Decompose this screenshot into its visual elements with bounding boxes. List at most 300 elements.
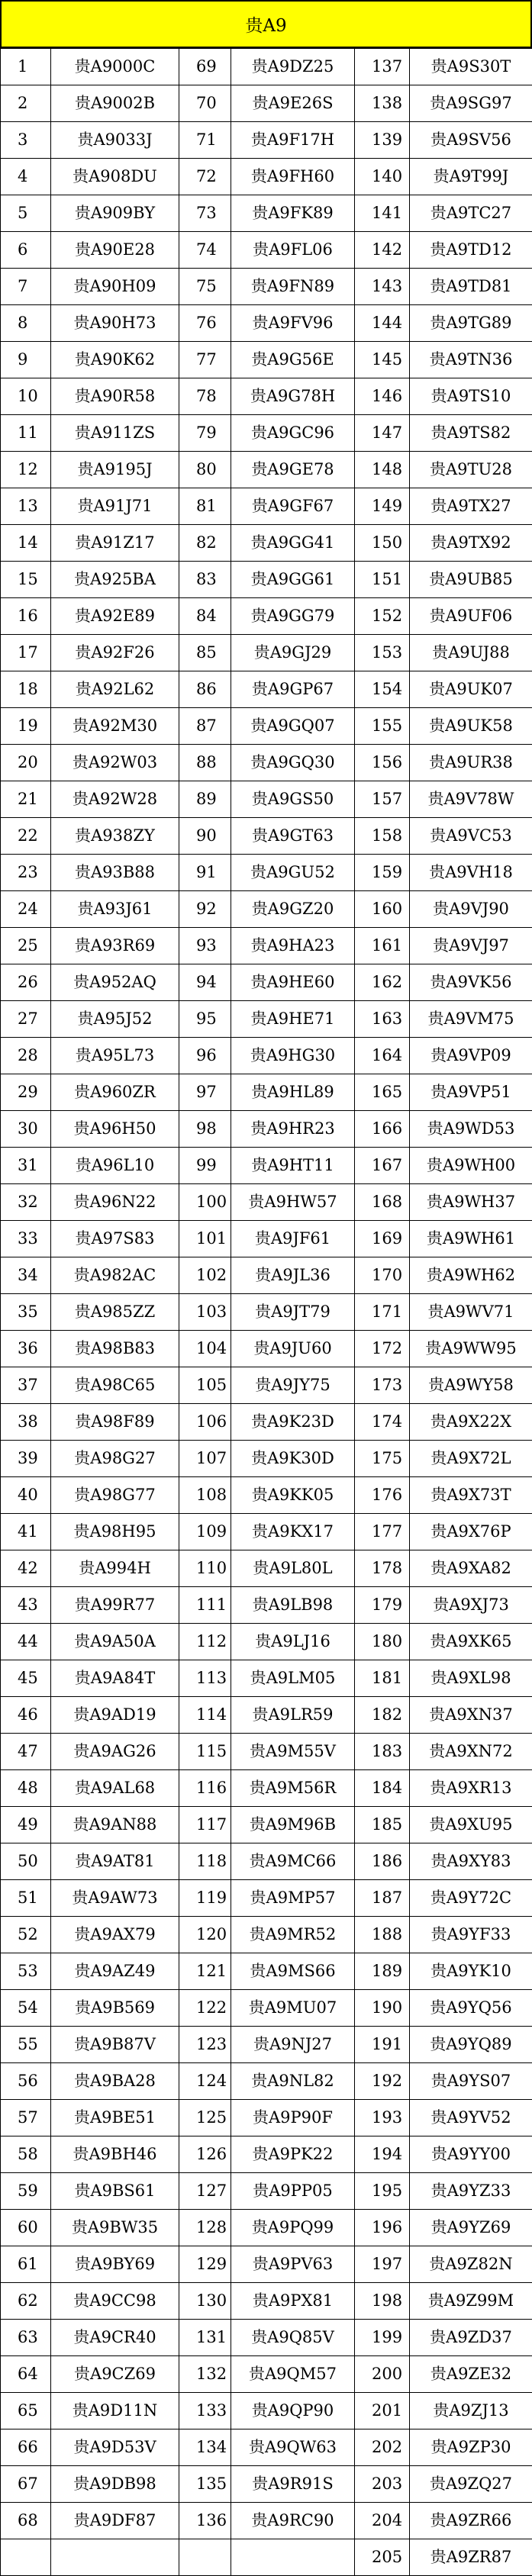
plate-number: 贵A9F17H [231, 122, 355, 159]
plate-number: 贵A91J71 [51, 488, 179, 525]
plate-number: 贵A9GC96 [231, 415, 355, 452]
row-number: 199 [355, 2320, 410, 2356]
row-number: 128 [179, 2210, 231, 2246]
row-number: 76 [179, 305, 231, 342]
table-row [1, 1550, 532, 1587]
row-number: 54 [1, 1990, 51, 2027]
row-number: 167 [355, 1148, 410, 1184]
plate-number: 贵A9XN72 [410, 1734, 532, 1770]
row-number: 65 [1, 2393, 51, 2429]
plate-number [51, 2539, 179, 2576]
table-row [1, 195, 532, 232]
row-number: 74 [179, 232, 231, 269]
plate-number: 贵A9XR13 [410, 1770, 532, 1807]
plate-number: 贵A98B83 [51, 1331, 179, 1367]
plate-number: 贵A92W28 [51, 781, 179, 818]
plate-number: 贵A9VJ97 [410, 928, 532, 964]
row-number: 202 [355, 2429, 410, 2466]
row-number: 39 [1, 1441, 51, 1477]
row-number: 166 [355, 1111, 410, 1148]
row-number: 174 [355, 1404, 410, 1441]
plate-number: 贵A92W03 [51, 745, 179, 781]
row-number: 56 [1, 2063, 51, 2100]
row-number: 32 [1, 1184, 51, 1221]
row-number: 154 [355, 671, 410, 708]
row-number: 120 [179, 1917, 231, 1953]
plate-number: 贵A9E26S [231, 85, 355, 122]
row-number: 6 [1, 232, 51, 269]
row-number: 147 [355, 415, 410, 452]
plate-number: 贵A9MP57 [231, 1880, 355, 1917]
plate-number: 贵A9UR38 [410, 745, 532, 781]
plate-number: 贵A938ZY [51, 818, 179, 855]
row-number: 116 [179, 1770, 231, 1807]
plate-number: 贵A9PP05 [231, 2173, 355, 2210]
table-row [1, 1697, 532, 1734]
row-number: 91 [179, 855, 231, 891]
row-number: 96 [179, 1038, 231, 1074]
row-number: 198 [355, 2283, 410, 2320]
plate-number: 贵A9VP51 [410, 1074, 532, 1111]
row-number: 50 [1, 1843, 51, 1880]
row-number: 1 [1, 49, 51, 85]
row-number: 45 [1, 1660, 51, 1697]
plate-number: 贵A9XU95 [410, 1807, 532, 1843]
row-number: 24 [1, 891, 51, 928]
plate-number: 贵A9Z82N [410, 2246, 532, 2283]
plate-number: 贵A9L80L [231, 1550, 355, 1587]
plate-number: 贵A9JY75 [231, 1367, 355, 1404]
row-number: 55 [1, 2027, 51, 2063]
row-number: 133 [179, 2393, 231, 2429]
row-number: 193 [355, 2100, 410, 2136]
plate-number: 贵A9HL89 [231, 1074, 355, 1111]
row-number: 112 [179, 1624, 231, 1660]
plate-number: 贵A9SG97 [410, 85, 532, 122]
plate-number: 贵A9K30D [231, 1441, 355, 1477]
plate-number: 贵A92M30 [51, 708, 179, 745]
row-number: 25 [1, 928, 51, 964]
row-number: 13 [1, 488, 51, 525]
plate-number: 贵A9YZ33 [410, 2173, 532, 2210]
plate-number: 贵A96H50 [51, 1111, 179, 1148]
plate-number: 贵A9WW95 [410, 1331, 532, 1367]
table-row [1, 1367, 532, 1404]
row-number: 30 [1, 1111, 51, 1148]
row-number: 99 [179, 1148, 231, 1184]
row-number: 4 [1, 159, 51, 195]
plate-number: 贵A9033J [51, 122, 179, 159]
row-number: 34 [1, 1257, 51, 1294]
plate-number: 贵A9GT63 [231, 818, 355, 855]
row-number: 185 [355, 1807, 410, 1843]
row-number: 171 [355, 1294, 410, 1331]
row-number: 150 [355, 525, 410, 562]
plate-number: 贵A90R58 [51, 378, 179, 415]
plate-number: 贵A9HR23 [231, 1111, 355, 1148]
plate-number: 贵A95L73 [51, 1038, 179, 1074]
row-number: 115 [179, 1734, 231, 1770]
row-number: 2 [1, 85, 51, 122]
row-number: 105 [179, 1367, 231, 1404]
row-number: 108 [179, 1477, 231, 1514]
table-row [1, 1843, 532, 1880]
plate-number: 贵A9AL68 [51, 1770, 179, 1807]
table-row [1, 232, 532, 269]
plate-number: 贵A9GQ07 [231, 708, 355, 745]
plate-number: 贵A9HT11 [231, 1148, 355, 1184]
row-number: 132 [179, 2356, 231, 2393]
plate-number: 贵A9LB98 [231, 1587, 355, 1624]
plate-number: 贵A9JL36 [231, 1257, 355, 1294]
row-number: 3 [1, 122, 51, 159]
plate-number: 贵A9BA28 [51, 2063, 179, 2100]
row-number: 122 [179, 1990, 231, 2027]
plate-number: 贵A9TC27 [410, 195, 532, 232]
plate-number: 贵A9TS10 [410, 378, 532, 415]
table-row [1, 2100, 532, 2136]
table-row [1, 2063, 532, 2100]
row-number: 92 [179, 891, 231, 928]
plate-number: 贵A90H09 [51, 269, 179, 305]
row-number: 180 [355, 1624, 410, 1660]
row-number: 35 [1, 1294, 51, 1331]
row-number: 140 [355, 159, 410, 195]
plate-number: 贵A9G56E [231, 342, 355, 378]
row-number: 189 [355, 1953, 410, 1990]
plate-number: 贵A9MR52 [231, 1917, 355, 1953]
plate-number: 贵A9PV63 [231, 2246, 355, 2283]
row-number: 82 [179, 525, 231, 562]
plate-number: 贵A9GG79 [231, 598, 355, 635]
plate-number: 贵A9KK05 [231, 1477, 355, 1514]
row-number: 114 [179, 1697, 231, 1734]
table-row [1, 1953, 532, 1990]
row-number: 160 [355, 891, 410, 928]
plate-number: 贵A9AG26 [51, 1734, 179, 1770]
plate-number: 贵A96N22 [51, 1184, 179, 1221]
row-number: 79 [179, 415, 231, 452]
row-number: 20 [1, 745, 51, 781]
plate-number: 贵A9UB85 [410, 562, 532, 598]
row-number: 23 [1, 855, 51, 891]
row-number: 95 [179, 1001, 231, 1038]
row-number: 14 [1, 525, 51, 562]
row-number: 146 [355, 378, 410, 415]
row-number: 90 [179, 818, 231, 855]
row-number: 27 [1, 1001, 51, 1038]
row-number: 68 [1, 2503, 51, 2539]
table-row [1, 1441, 532, 1477]
plate-number: 贵A93J61 [51, 891, 179, 928]
row-number: 175 [355, 1441, 410, 1477]
plate-number: 贵A90K62 [51, 342, 179, 378]
plate-number: 贵A9UJ88 [410, 635, 532, 671]
row-number: 70 [179, 85, 231, 122]
plate-number: 贵A9FV96 [231, 305, 355, 342]
table-row [1, 85, 532, 122]
row-number: 118 [179, 1843, 231, 1880]
row-number: 163 [355, 1001, 410, 1038]
row-number: 72 [179, 159, 231, 195]
table-row [1, 708, 532, 745]
plate-number: 贵A9JF61 [231, 1221, 355, 1257]
plate-number: 贵A9GJ29 [231, 635, 355, 671]
plate-number: 贵A9UK07 [410, 671, 532, 708]
plate-number: 贵A960ZR [51, 1074, 179, 1111]
table-row [1, 1477, 532, 1514]
row-number: 194 [355, 2136, 410, 2173]
plate-number: 贵A908DU [51, 159, 179, 195]
table-row [1, 342, 532, 378]
table-row [1, 781, 532, 818]
plate-number: 贵A9AW73 [51, 1880, 179, 1917]
row-number: 85 [179, 635, 231, 671]
row-number: 93 [179, 928, 231, 964]
plate-number: 贵A9HE60 [231, 964, 355, 1001]
row-number: 69 [179, 49, 231, 85]
plate-number: 贵A9KX17 [231, 1514, 355, 1550]
row-number: 87 [179, 708, 231, 745]
table-row [1, 159, 532, 195]
row-number: 110 [179, 1550, 231, 1587]
row-number: 41 [1, 1514, 51, 1550]
row-number: 190 [355, 1990, 410, 2027]
table-row [1, 598, 532, 635]
plate-number: 贵A9VH18 [410, 855, 532, 891]
row-number: 103 [179, 1294, 231, 1331]
row-number: 22 [1, 818, 51, 855]
table-row [1, 1331, 532, 1367]
table-row [1, 2320, 532, 2356]
row-number: 52 [1, 1917, 51, 1953]
row-number [179, 2539, 231, 2576]
row-number: 111 [179, 1587, 231, 1624]
row-number: 8 [1, 305, 51, 342]
row-number: 49 [1, 1807, 51, 1843]
row-number: 109 [179, 1514, 231, 1550]
plate-number: 贵A9TD12 [410, 232, 532, 269]
plate-number: 贵A9R91S [231, 2466, 355, 2503]
row-number: 46 [1, 1697, 51, 1734]
plate-number: 贵A909BY [51, 195, 179, 232]
table-row [1, 1294, 532, 1331]
row-number: 53 [1, 1953, 51, 1990]
plate-number: 贵A952AQ [51, 964, 179, 1001]
table-row [1, 1624, 532, 1660]
plate-number: 贵A9AZ49 [51, 1953, 179, 1990]
plate-number: 贵A9DF87 [51, 2503, 179, 2539]
table-row [1, 269, 532, 305]
row-number: 137 [355, 49, 410, 85]
row-number: 165 [355, 1074, 410, 1111]
plate-number: 贵A9XY83 [410, 1843, 532, 1880]
row-number: 19 [1, 708, 51, 745]
table-row [1, 1404, 532, 1441]
row-number: 44 [1, 1624, 51, 1660]
row-number: 94 [179, 964, 231, 1001]
plate-number: 贵A9TN36 [410, 342, 532, 378]
plate-number: 贵A92L62 [51, 671, 179, 708]
row-number: 117 [179, 1807, 231, 1843]
plate-number: 贵A9WH37 [410, 1184, 532, 1221]
table-row [1, 525, 532, 562]
row-number: 125 [179, 2100, 231, 2136]
row-number: 200 [355, 2356, 410, 2393]
row-number: 152 [355, 598, 410, 635]
plate-number: 贵A9LR59 [231, 1697, 355, 1734]
plate-number: 贵A9TU28 [410, 452, 532, 488]
plate-number: 贵A9JT79 [231, 1294, 355, 1331]
row-number: 178 [355, 1550, 410, 1587]
row-number: 181 [355, 1660, 410, 1697]
plate-number: 贵A9CZ69 [51, 2356, 179, 2393]
table-row [1, 2246, 532, 2283]
table-row [1, 1074, 532, 1111]
plate-number: 贵A9WD53 [410, 1111, 532, 1148]
plate-number: 贵A9BE51 [51, 2100, 179, 2136]
plate-number: 贵A9XJ73 [410, 1587, 532, 1624]
row-number: 156 [355, 745, 410, 781]
plate-number: 贵A9VP09 [410, 1038, 532, 1074]
row-number: 162 [355, 964, 410, 1001]
table-row [1, 1734, 532, 1770]
row-number: 57 [1, 2100, 51, 2136]
plate-number: 贵A9UF06 [410, 598, 532, 635]
row-number: 176 [355, 1477, 410, 1514]
plate-number: 贵A9002B [51, 85, 179, 122]
plate-number: 贵A9QM57 [231, 2356, 355, 2393]
table-row [1, 1770, 532, 1807]
plate-number: 贵A9X76P [410, 1514, 532, 1550]
plate-number: 贵A9VM75 [410, 1001, 532, 1038]
plate-number: 贵A9MS66 [231, 1953, 355, 1990]
row-number: 17 [1, 635, 51, 671]
plate-number: 贵A9DB98 [51, 2466, 179, 2503]
row-number: 5 [1, 195, 51, 232]
plate-number: 贵A9AT81 [51, 1843, 179, 1880]
plate-number: 贵A9AN88 [51, 1807, 179, 1843]
row-number: 145 [355, 342, 410, 378]
plate-number: 贵A9WY58 [410, 1367, 532, 1404]
plate-number: 贵A98F89 [51, 1404, 179, 1441]
plate-number: 贵A985ZZ [51, 1294, 179, 1331]
plate-number: 贵A98G77 [51, 1477, 179, 1514]
plate-number: 贵A9LJ16 [231, 1624, 355, 1660]
plate-number: 贵A9ZD37 [410, 2320, 532, 2356]
row-number: 142 [355, 232, 410, 269]
row-number: 135 [179, 2466, 231, 2503]
plate-number: 贵A9XK65 [410, 1624, 532, 1660]
row-number: 59 [1, 2173, 51, 2210]
row-number: 98 [179, 1111, 231, 1148]
row-number: 149 [355, 488, 410, 525]
row-number: 168 [355, 1184, 410, 1221]
table-row [1, 2466, 532, 2503]
row-number: 139 [355, 122, 410, 159]
row-number: 36 [1, 1331, 51, 1367]
row-number: 195 [355, 2173, 410, 2210]
plate-number: 贵A9Z99M [410, 2283, 532, 2320]
plate-number: 贵A9GE78 [231, 452, 355, 488]
table-row [1, 2136, 532, 2173]
plate-number: 贵A9B569 [51, 1990, 179, 2027]
plate-number: 贵A9XA82 [410, 1550, 532, 1587]
plate-number: 贵A9GF67 [231, 488, 355, 525]
row-number: 141 [355, 195, 410, 232]
table-row [1, 964, 532, 1001]
row-number: 196 [355, 2210, 410, 2246]
row-number: 155 [355, 708, 410, 745]
plate-number: 贵A9BW35 [51, 2210, 179, 2246]
plate-number: 贵A98G27 [51, 1441, 179, 1477]
row-number: 172 [355, 1331, 410, 1367]
plate-number: 贵A9M96B [231, 1807, 355, 1843]
plate-number: 贵A9A84T [51, 1660, 179, 1697]
plate-number: 贵A9MC66 [231, 1843, 355, 1880]
plate-number: 贵A9GU52 [231, 855, 355, 891]
row-number: 179 [355, 1587, 410, 1624]
row-number: 205 [355, 2539, 410, 2576]
plate-number: 贵A9PX81 [231, 2283, 355, 2320]
plate-number: 贵A9BS61 [51, 2173, 179, 2210]
plate-number: 贵A9WH61 [410, 1221, 532, 1257]
table-row [1, 1990, 532, 2027]
plate-number: 贵A9GS50 [231, 781, 355, 818]
row-number: 9 [1, 342, 51, 378]
plate-number: 贵A9YK10 [410, 1953, 532, 1990]
row-number: 89 [179, 781, 231, 818]
plate-number: 贵A9PK22 [231, 2136, 355, 2173]
row-number: 84 [179, 598, 231, 635]
plate-number: 贵A98C65 [51, 1367, 179, 1404]
table-row [1, 635, 532, 671]
plate-number: 贵A9Y72C [410, 1880, 532, 1917]
plate-number: 贵A97S83 [51, 1221, 179, 1257]
row-number: 21 [1, 781, 51, 818]
row-number: 107 [179, 1441, 231, 1477]
plate-number: 贵A9WV71 [410, 1294, 532, 1331]
row-number: 104 [179, 1331, 231, 1367]
row-number: 62 [1, 2283, 51, 2320]
table-row [1, 2539, 532, 2576]
table-row [1, 2429, 532, 2466]
plate-number: 贵A9QP90 [231, 2393, 355, 2429]
plate-number: 贵A9PQ99 [231, 2210, 355, 2246]
plate-number: 贵A9NL82 [231, 2063, 355, 2100]
plate-number: 贵A9WH00 [410, 1148, 532, 1184]
plate-number: 贵A9T99J [410, 159, 532, 195]
plate-number: 贵A9YQ56 [410, 1990, 532, 2027]
plate-number: 贵A9QW63 [231, 2429, 355, 2466]
row-number: 12 [1, 452, 51, 488]
plate-number: 贵A9X73T [410, 1477, 532, 1514]
plate-number: 贵A9TG89 [410, 305, 532, 342]
plate-number: 贵A9LM05 [231, 1660, 355, 1697]
plate-number: 贵A9YQ89 [410, 2027, 532, 2063]
plate-number: 贵A90H73 [51, 305, 179, 342]
plate-number: 贵A9K23D [231, 1404, 355, 1441]
table-row [1, 1038, 532, 1074]
plate-number: 贵A9D53V [51, 2429, 179, 2466]
table-row [1, 1917, 532, 1953]
table-row [1, 855, 532, 891]
plate-number: 贵A925BA [51, 562, 179, 598]
row-number: 40 [1, 1477, 51, 1514]
plate-number: 贵A9AD19 [51, 1697, 179, 1734]
table-row [1, 2356, 532, 2393]
plate-number: 贵A99R77 [51, 1587, 179, 1624]
